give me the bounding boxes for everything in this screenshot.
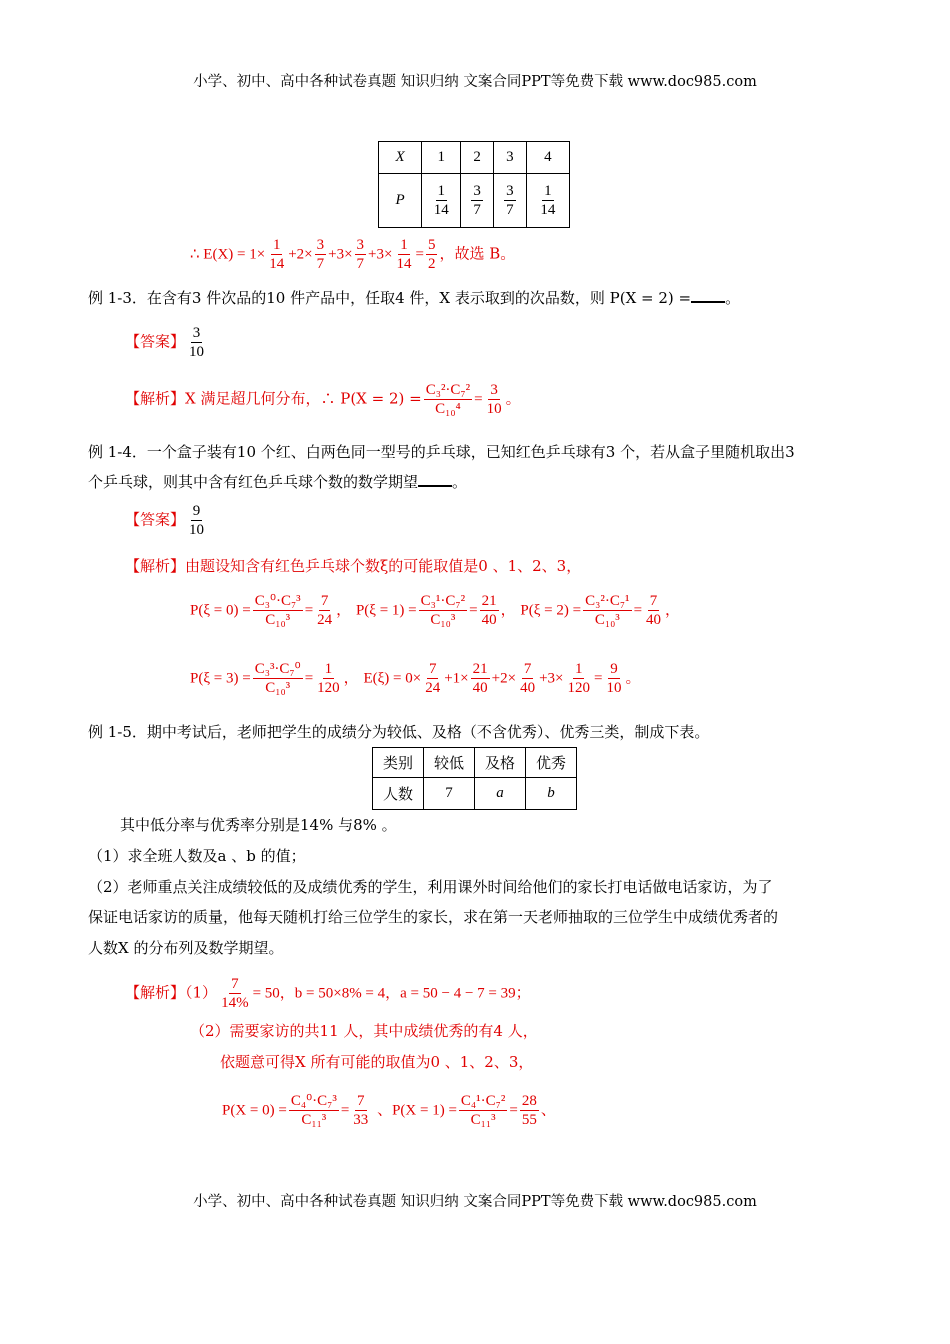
table-header: 优秀	[526, 748, 577, 778]
table-cell: a	[475, 778, 526, 810]
distribution-table	[378, 141, 570, 228]
page-footer: 小学、初中、高中各种试卷真题 知识归纳 文案合同PPT等免费下载 www.doc985.com	[193, 1194, 757, 1210]
example-1-3-question: 例 1-3．在含有3 件次品的10 件产品中，任取4 件，X 表示取到的次品数，则 P(X = 2) = 。	[88, 289, 741, 307]
example-1-5-analysis-2: （2）需要家访的共11 人，其中成绩优秀的有4 人，	[190, 1022, 538, 1040]
xi-probabilities-row2: P(ξ = 3) = $\frac{\text{C₃³·C₇⁰}}{\text{C₁₀³}}$ = $\frac{1}{120}$ ， E(ξ) = 0× $\frac{7}{24}$ +1× $\frac{21}{40}$ +2× $\frac{7}{40}$ +3× $\frac{1}{120}$ = $\frac{9}{10}$ 。	[190, 661, 641, 696]
p-value: $\frac{1}{14}$	[526, 174, 569, 228]
grade-table	[372, 747, 577, 810]
example-1-4-question-line2: 个乒乓球，则其中含有红色乒乓球个数的数学期望 。	[88, 473, 468, 491]
table-cell: b	[526, 778, 577, 810]
p-value: $\frac{3}{7}$	[461, 174, 494, 228]
x-value: 2	[461, 142, 494, 174]
page-header: 小学、初中、高中各种试卷真题 知识归纳 文案合同PPT等免费下载 www.doc985.com	[193, 74, 757, 90]
x-value: 4	[526, 142, 569, 174]
x-probabilities: P(X = 0) = $\frac{\text{C₄⁰·C₇³}}{\text{C₁₁³}}$ = $\frac{7}{33}$ 、P(X = 1) = $\frac{\text{C₄¹·C₇²}}{\text{C₁₁³}}$ = $\frac{28}{55}$ 、	[222, 1093, 556, 1128]
p-value: $\frac{1}{14}$	[422, 174, 461, 228]
question-1: （1）求全班人数及a 、b 的值；	[88, 847, 306, 865]
example-1-4-answer: 【答案】 $\frac{9}{10}$	[125, 503, 205, 538]
example-1-3-answer: 【答案】 $\frac{3}{10}$	[125, 325, 205, 360]
example-1-5-question: 例 1-5．期中考试后，老师把学生的成绩分为较低、及格（不含优秀）、优秀三类，制成下表。	[88, 723, 710, 741]
example-1-5-analysis-3: 依题意可得X 所有可能的取值为0 、1、2、3，	[220, 1053, 534, 1071]
example-1-4-analysis: 【解析】由题设知含有红色乒乓球个数ξ的可能取值是0 、1、2、3，	[125, 557, 582, 575]
rates-text: 其中低分率与优秀率分别是14% 与8% 。	[120, 816, 397, 834]
question-2-line1: （2）老师重点关注成绩较低的及成绩优秀的学生，利用课外时间给他们的家长打电话做电话家访，为了	[88, 878, 773, 896]
example-1-5-analysis-1: 【解析】（1） $\frac{7}{14\%}$ = 50，b = 50×8% = 4，a = 50 − 4 − 7 = 39；	[125, 976, 531, 1011]
question-2-line3: 人数X 的分布列及数学期望。	[88, 939, 284, 957]
expectation-conclusion: ∴ E(X) = 1× $\frac{1}{14}$ +2× $\frac{3}{7}$ +3× $\frac{3}{7}$ +3× $\frac{1}{14}$ = $\frac{5}{2}$ ，故选 B。	[190, 237, 516, 272]
row-label-x: X	[379, 142, 422, 174]
example-1-3-analysis: 【解析】X 满足超几何分布，∴ P(X = 2) = $\frac{\text{C₃²·C₇²}}{\text{C₁₀⁴}}$ = $\frac{3}{10}$ 。	[125, 382, 521, 417]
table-header: 较低	[424, 748, 475, 778]
table-cell: 7	[424, 778, 475, 810]
x-value: 3	[493, 142, 526, 174]
example-1-4-question-line1: 例 1-4．一个盒子装有10 个红、白两色同一型号的乒乓球，已知红色乒乓球有3 个，若从盒子里随机取出3	[88, 443, 795, 461]
row-label-p: P	[379, 174, 422, 228]
question-2-line2: 保证电话家访的质量，他每天随机打给三位学生的家长，求在第一天老师抽取的三位学生中成绩优秀者的	[88, 908, 779, 926]
x-value: 1	[422, 142, 461, 174]
table-header: 及格	[475, 748, 526, 778]
table-header: 类别	[373, 748, 424, 778]
xi-probabilities-row1: P(ξ = 0) = $\frac{\text{C₃⁰·C₇³}}{\text{C₁₀³}}$ = $\frac{7}{24}$ ， P(ξ = 1) = $\frac{\text{C₃¹·C₇²}}{\text{C₁₀³}}$ = $\frac{21}{40}$ ， P(ξ = 2) = $\frac{\text{C₃²·C₇¹}}{\text{C₁₀³}}$ = $\frac{7}{40}$ ，	[190, 593, 681, 628]
p-value: $\frac{3}{7}$	[493, 174, 526, 228]
table-cell: 人数	[373, 778, 424, 810]
